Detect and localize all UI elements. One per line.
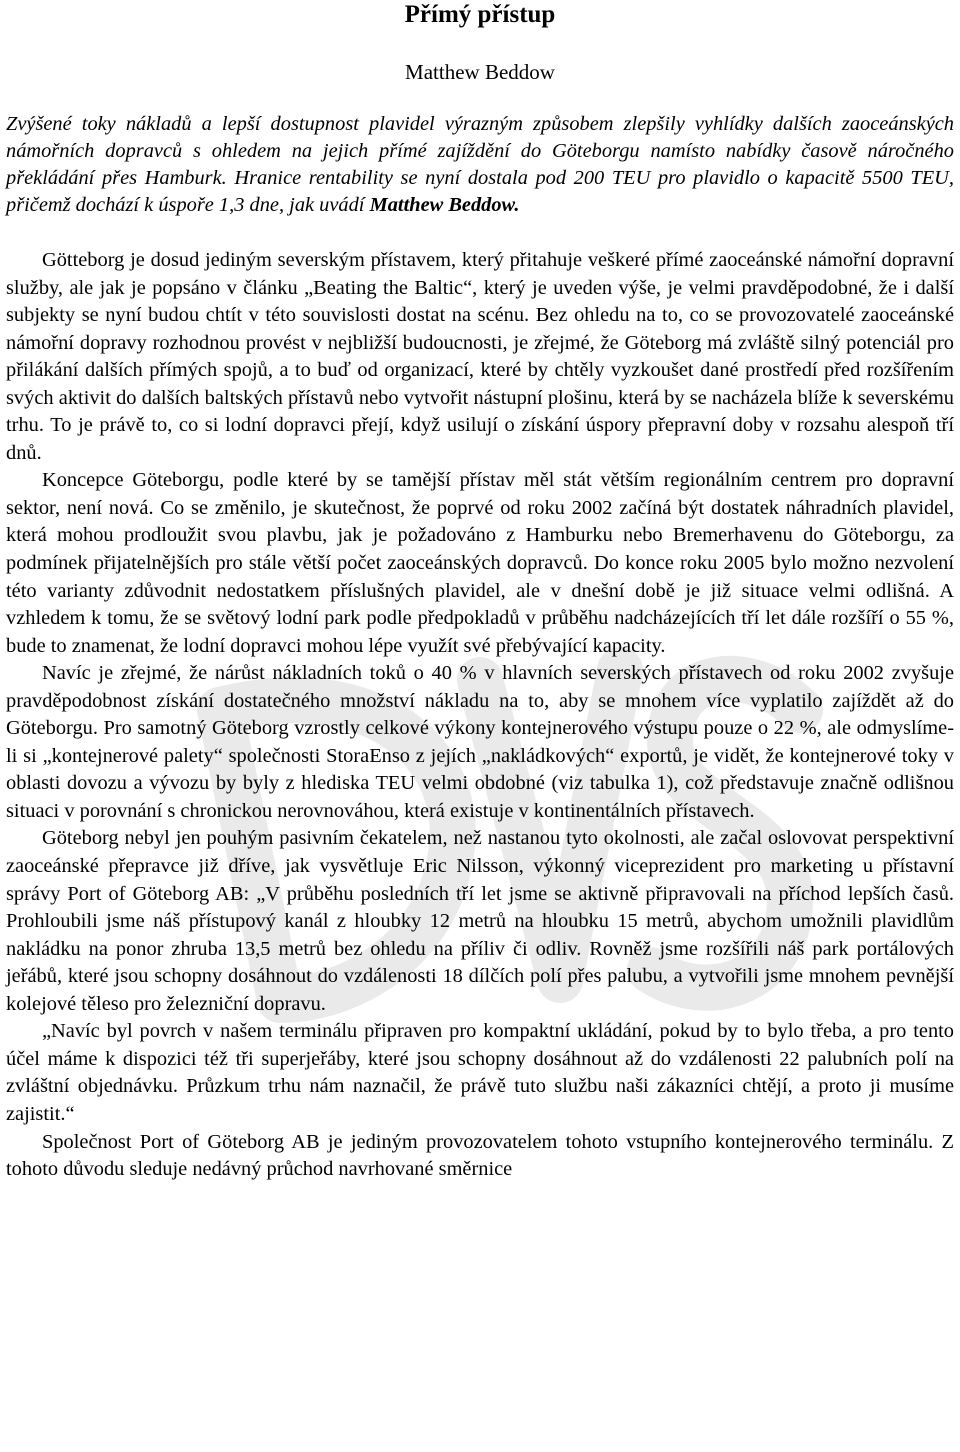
body-paragraph: Navíc je zřejmé, že nárůst nákladních toků o 40 % v hlavních severských přístavech od roku 2002 zvyšuje pravděpodobnost získání dostatečného množství nákladu na to, aby se mnohem více vyplatilo zajíždět až do Göteborgu. Pro samotný Göteborg vzrostly celkové výkony kontejnerového výstupu pouze o 22 %, ale odmyslíme-li si „kontejnerové palety“ společnosti StoraEnso z jejích „nakládkových“ exportů, je vidět, že kontejnerové toky v oblasti dovozu a vývozu by byly z hlediska TEU velmi obdobné (viz tabulka 1), což představuje značně odlišnou situaci v porovnání s chronickou nerovnováhou, která existuje v kontinentálních přístavech. xyxy=(6,662,954,822)
article-lead xyxy=(6,111,954,219)
article-body xyxy=(6,247,954,1184)
body-paragraph: Göteborg nebyl jen pouhým pasivním čekatelem, než nastanou tyto okolnosti, ale začal oslovovat perspektivní zaoceánské přepravce již dříve, jak vysvětluje Eric Nilsson, výkonný viceprezident pro marketing u přístavní správy Port of Göteborg AB: „V průběhu posledních tří let jsme se aktivně připravovali na příchod lepších časů. Prohloubili jsme náš přístupový kanál z hloubky 12 metrů na hloubku 15 metrů, abychom umožnili plavidlům nakládku na ponor zhruba 13,5 metrů bez ohledu na příliv či odliv. Rovněž jsme rozšířili náš park portálových jeřábů, které jsou schopny dosáhnout do vzdálenosti 18 dílčích polí přes palubu, a vytvořili jsme mnohem pevnější kolejové těleso pro železniční dopravu. xyxy=(6,827,954,1015)
article-author: Matthew Beddow xyxy=(405,60,555,84)
lead-signature: Matthew Beddow. xyxy=(369,194,520,216)
article-title: Přímý přístup xyxy=(404,1,556,28)
body-paragraph: Společnost Port of Göteborg AB je jediným provozovatelem tohoto vstupního kontejnerového terminálu. Z tohoto důvodu sleduje nedávný průchod navrhované směrnice xyxy=(6,1130,954,1181)
body-paragraph: Koncepce Göteborgu, podle které by se tamější přístav měl stát větším regionálním centrem pro dopravní sektor, není nová. Co se změnilo, je skutečnost, že poprvé od roku 2002 začíná být dostatek náhradních plavidel, která mohou prodloužit svou plavbu, jak je požadováno z Hamburku nebo Bremerhavenu do Göteborgu, za podmínek přijatelnějších pro stále větší počet zaoceánských dopravců. Do konce roku 2005 bylo možno nezvolení této varianty zdůvodnit nedostatkem příslušných plavidel, ale v dnešní době je již situace velmi odlišná. A vzhledem k tomu, že se světový lodní park podle předpokladů v průběhu nadcházejících tří let dále rozšíří o 55 %, bude to znamenat, že lodní dopravci mohou lépe využít své přebývající kapacity. xyxy=(6,469,954,657)
lead-text: Zvýšené toky nákladů a lepší dostupnost plavidel výrazným způsobem zlepšily vyhlídky dalších zaoceánských námořních dopravců s ohledem na jejich přímé zajíždění do Göteborgu namísto nabídky časově náročného překládání přes Hamburk. Hranice rentability se nyní dostala pod 200 TEU pro plavidlo o kapacitě 5500 TEU, přičemž dochází k úspoře 1,3 dne, jak uvádí xyxy=(6,113,954,216)
body-paragraph: Götteborg je dosud jediným severským přístavem, který přitahuje veškeré přímé zaoceánské námořní dopravní služby, ale jak je popsáno v článku „Beating the Baltic“, který je uveden výše, je velmi pravděpodobné, že i další subjekty se nyní budou chtít v této souvislosti dostat na scénu. Bez ohledu na to, co se provozovatelé zaoceánské námořní dopravy rozhodnou provést v nejbližší budoucnosti, je zřejmé, že Göteborg má zvláště silný potenciál pro přilákání dalších přímých spojů, a to buď od organizací, které by chtěly vyzkoušet dané prostředí před rozšířením svých aktivit do dalších baltských přístavů nebo vytvořit nástupní plošinu, která by se nacházela blíže k severskému trhu. To je právě to, co si lodní dopravci přejí, když usilují o získání úspory přepravní doby v rozsahu alespoň tří dnů. xyxy=(6,249,954,464)
body-paragraph: „Navíc byl povrch v našem terminálu připraven pro kompaktní ukládání, pokud by to bylo třeba, a pro tento účel máme k dispozici též tři superjeřáby, které jsou schopny dosáhnout až do vzdálenosti 22 palubních polí na zvláštní objednávku. Průzkum trhu nám naznačil, že právě tuto službu naši zákazníci chtějí, a proto ji musíme zajistit.“ xyxy=(6,1020,954,1125)
